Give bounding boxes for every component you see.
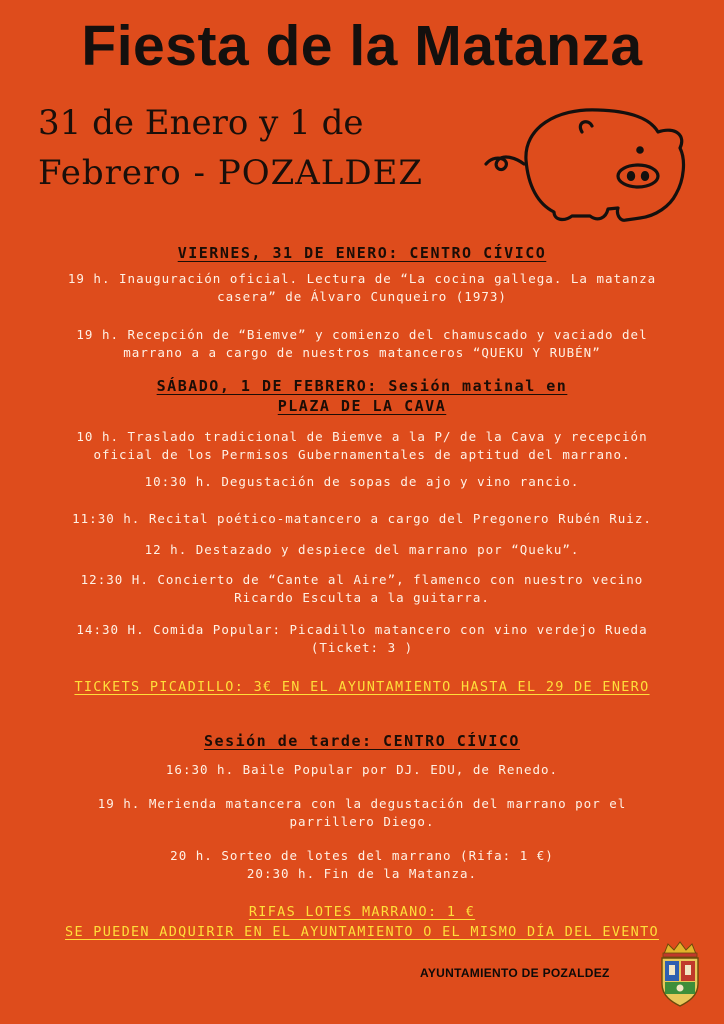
afternoon-heading: Sesión de tarde: CENTRO CÍVICO	[204, 732, 520, 750]
raffle-notice-line-2: SE PUEDEN ADQUIRIR EN EL AYUNTAMIENTO O EL MISMO DÍA DEL EVENTO	[65, 924, 659, 940]
schedule-entry	[20, 326, 704, 362]
entry-line: 10 h. Traslado tradicional de Biemve a la P/ de la Cava y recepción	[76, 429, 648, 444]
raffle-notice	[0, 902, 724, 942]
entry-line: 19 h. Inauguración oficial. Lectura de “La cocina gallega. La matanza	[67, 271, 657, 286]
subtitle-line-1: 31 de Enero y 1 de	[38, 103, 364, 143]
schedule-entry	[20, 571, 704, 607]
schedule-entry	[20, 270, 704, 306]
saturday-heading-line-1: SÁBADO, 1 DE FEBRERO: Sesión matinal en	[156, 377, 568, 395]
entry-line: 19 h. Merienda matancera con la degustación del marrano por el	[97, 796, 627, 811]
entry-line: 10:30 h. Degustación de sopas de ajo y vino rancio.	[144, 474, 580, 489]
event-dates-location	[38, 98, 423, 198]
schedule-entry	[20, 541, 704, 559]
schedule-entry	[20, 847, 704, 883]
raffle-notice-line-1: RIFAS LOTES MARRANO: 1 €	[248, 904, 476, 920]
entry-line: 20 h. Sorteo de lotes del marrano (Rifa: 1 €)	[170, 848, 554, 863]
coat-of-arms-icon	[650, 940, 710, 1008]
saturday-heading	[0, 376, 724, 416]
entry-line: 19 h. Recepción de “Biemve” y comienzo del chamuscado y vaciado del	[76, 327, 648, 342]
entry-line: 14:30 H. Comida Popular: Picadillo matancero con vino verdejo Rueda	[76, 622, 648, 637]
schedule-entry	[20, 510, 704, 528]
schedule-entry	[20, 621, 704, 657]
schedule-entry	[20, 473, 704, 491]
entry-line: parrillero Diego.	[289, 814, 435, 829]
tickets-notice: TICKETS PICADILLO: 3€ EN EL AYUNTAMIENTO HASTA EL 29 DE ENERO	[74, 679, 650, 695]
subtitle-line-2: Febrero - POZALDEZ	[38, 153, 424, 193]
schedule-entry	[20, 795, 704, 831]
pig-outline-icon	[480, 88, 690, 228]
entry-line: oficial de los Permisos Gubernamentales de aptitud del marrano.	[93, 447, 631, 462]
schedule-entry	[20, 428, 704, 464]
entry-line: marrano a a cargo de nuestros matanceros “QUEKU Y RUBÉN”	[123, 345, 601, 360]
entry-line: 16:30 h. Baile Popular por DJ. EDU, de Renedo.	[165, 762, 559, 777]
friday-heading: VIERNES, 31 DE ENERO: CENTRO CÍVICO	[177, 244, 547, 262]
entry-line: 12 h. Destazado y despiece del marrano por “Queku”.	[144, 542, 580, 557]
entry-line: Ricardo Esculta a la guitarra.	[234, 590, 490, 605]
saturday-heading-line-2: PLAZA DE LA CAVA	[277, 397, 447, 415]
footer-organizer: AYUNTAMIENTO DE POZALDEZ	[420, 966, 610, 980]
schedule-entry	[20, 761, 704, 779]
poster-title: Fiesta de la Matanza	[81, 14, 643, 78]
entry-line: 11:30 h. Recital poético-matancero a cargo del Pregonero Rubén Ruiz.	[72, 511, 652, 526]
entry-line: 12:30 H. Concierto de “Cante al Aire”, flamenco con nuestro vecino	[80, 572, 644, 587]
entry-line: (Ticket: 3 )	[310, 640, 414, 655]
entry-line: 20:30 h. Fin de la Matanza.	[246, 866, 478, 881]
entry-line: casera” de Álvaro Cunqueiro (1973)	[217, 289, 507, 304]
